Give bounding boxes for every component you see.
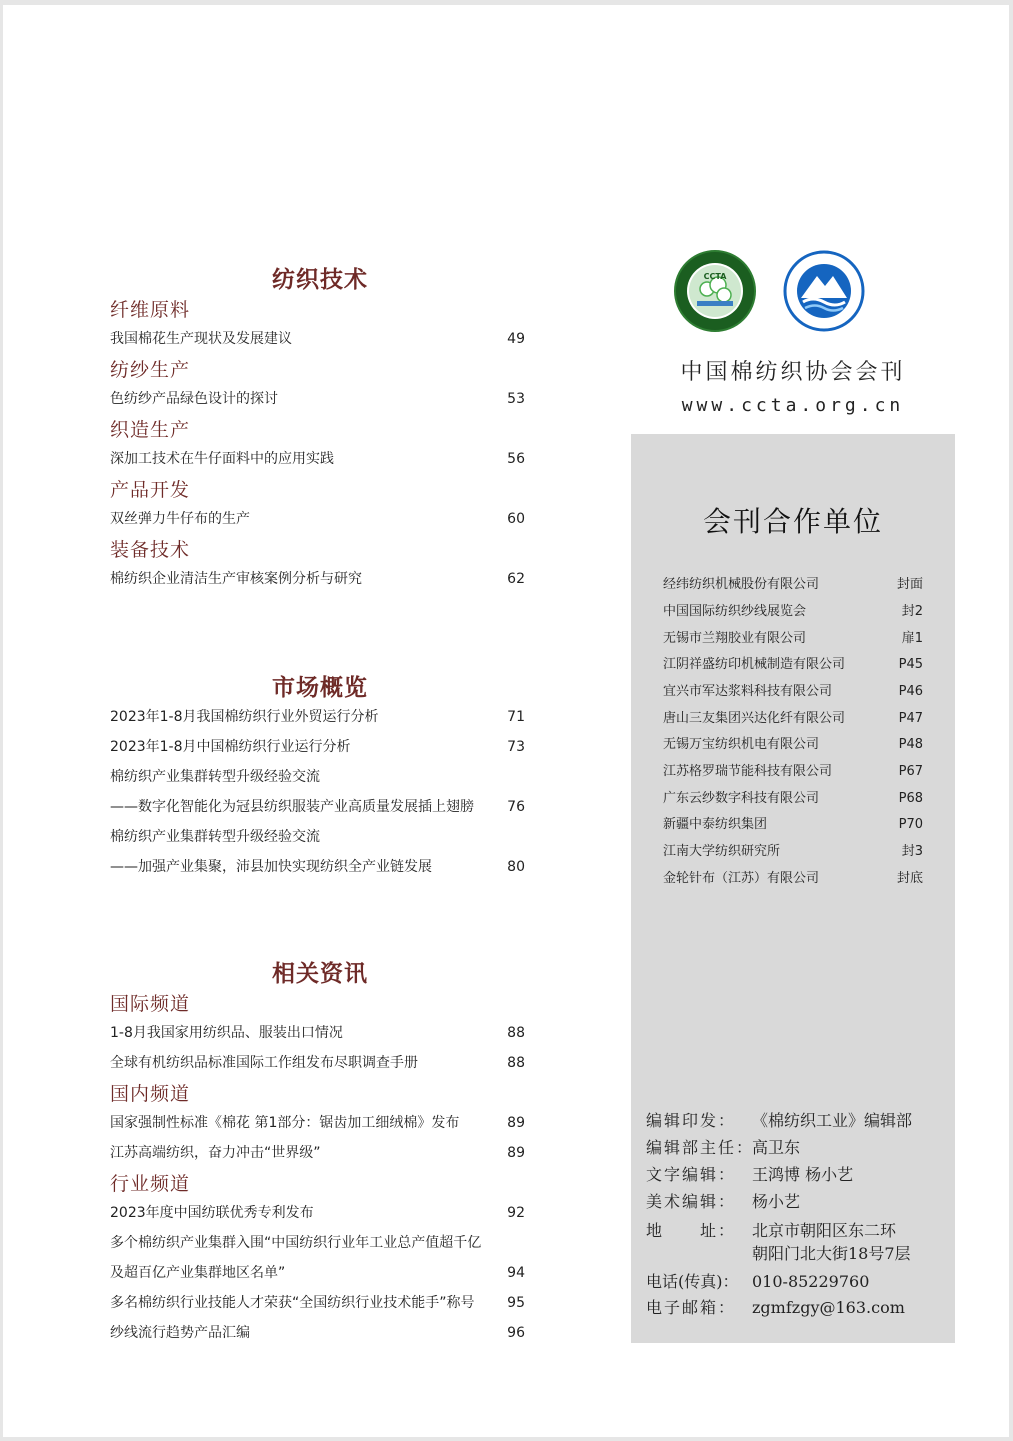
partner-name: 江苏格罗瑞节能科技有限公司: [663, 764, 833, 779]
toc-row[interactable]: [110, 1142, 525, 1164]
toc-row[interactable]: [110, 1292, 525, 1314]
partner-row[interactable]: [663, 709, 923, 729]
subheading-product-dev: 产品开发: [110, 479, 191, 501]
partner-row[interactable]: [663, 735, 923, 755]
toc-item-title: 双丝弹力牛仔布的生产: [110, 511, 250, 527]
partner-page: P70: [898, 817, 923, 832]
toc-row[interactable]: [110, 796, 525, 818]
toc-row[interactable]: [110, 508, 525, 530]
partner-page: 封2: [901, 604, 923, 619]
toc-row[interactable]: [110, 568, 525, 590]
toc-item-page: 95: [507, 1295, 525, 1311]
partner-panel: [631, 434, 955, 1343]
imprint-value: 北京市朝阳区东二环: [752, 1221, 897, 1240]
partner-name: 中国国际纺织纱线展览会: [663, 604, 807, 619]
toc-item-page: 73: [507, 739, 525, 755]
toc-item-page: 56: [507, 451, 525, 467]
imprint-label: 美术编辑：: [646, 1192, 737, 1211]
toc-item-page: 94: [507, 1265, 525, 1281]
imprint-value: 《棉纺织工业》编辑部: [752, 1111, 913, 1130]
toc-item-page: 80: [507, 859, 525, 875]
toc-item-title: 多个棉纺织产业集群入围“中国纺织行业年工业总产值超千亿: [110, 1235, 482, 1251]
toc-item-page: 88: [507, 1025, 525, 1041]
toc-item-title: 2023年1-8月中国棉纺织行业运行分析: [110, 739, 351, 755]
toc-item-title: ——数字化智能化为冠县纺织服装产业高质量发展插上翅膀: [110, 799, 474, 815]
section-title-textile-tech: 纺织技术: [272, 267, 368, 293]
partner-row[interactable]: [663, 629, 923, 649]
toc-item-title: 棉纺织产业集群转型升级经验交流: [110, 769, 320, 785]
toc-item-title: 1-8月我国家用纺织品、服装出口情况: [110, 1025, 343, 1041]
imprint-value: 杨小艺: [752, 1192, 801, 1211]
toc-item-title: 色纺纱产品绿色设计的探讨: [110, 391, 278, 407]
toc-item-page: 96: [507, 1325, 525, 1341]
subheading-industry: 行业频道: [110, 1173, 191, 1195]
section-title-market: 市场概览: [272, 675, 368, 701]
partner-name: 唐山三友集团兴达化纤有限公司: [663, 711, 846, 726]
toc-row[interactable]: [110, 1262, 525, 1284]
toc-item-page: 88: [507, 1055, 525, 1071]
subheading-spinning: 纺纱生产: [110, 359, 191, 381]
partner-row[interactable]: [663, 575, 923, 595]
toc-row[interactable]: [110, 1022, 525, 1044]
partner-name: 金轮针布（江苏）有限公司: [663, 871, 820, 886]
imprint-value: 高卫东: [752, 1138, 801, 1157]
toc-item-page: 89: [507, 1115, 525, 1131]
partner-row[interactable]: [663, 682, 923, 702]
partner-row[interactable]: [663, 655, 923, 675]
toc-item-page: 92: [507, 1205, 525, 1221]
subheading-international: 国际频道: [110, 993, 191, 1015]
toc-item-title: 2023年1-8月我国棉纺织行业外贸运行分析: [110, 709, 379, 725]
partner-page: 封底: [896, 871, 923, 886]
toc-row[interactable]: [110, 1112, 525, 1134]
toc-item-page: 62: [507, 571, 525, 587]
jiangnan-university-logo: [783, 250, 865, 332]
imprint-label: 文字编辑：: [646, 1165, 737, 1184]
toc-item-page: 89: [507, 1145, 525, 1161]
partner-row[interactable]: [663, 602, 923, 622]
toc-row[interactable]: [110, 448, 525, 470]
toc-row[interactable]: [110, 856, 525, 878]
toc-item-title: ——加强产业集聚，沛县加快实现纺织全产业链发展: [110, 859, 432, 875]
toc-row[interactable]: [110, 1232, 525, 1254]
partner-page: P67: [898, 764, 923, 779]
partner-page: P47: [898, 711, 923, 726]
imprint-value: 010-85229760: [752, 1272, 870, 1291]
toc-row[interactable]: [110, 1202, 525, 1224]
toc-item-title: 2023年度中国纺联优秀专利发布: [110, 1205, 314, 1221]
toc-item-title: 多名棉纺织行业技能人才荣获“全国纺织行业技术能手”称号: [110, 1295, 475, 1311]
publication-url[interactable]: www.ccta.org.cn: [681, 395, 905, 416]
toc-row[interactable]: [110, 766, 525, 788]
toc-row[interactable]: [110, 1052, 525, 1074]
imprint-label: 电话(传真)：: [646, 1272, 739, 1291]
subheading-weaving: 织造生产: [110, 419, 191, 441]
partner-name: 无锡万宝纺织机电有限公司: [663, 737, 820, 752]
ccta-logo: [673, 249, 757, 333]
partner-name: 江阴祥盛纺印机械制造有限公司: [663, 657, 846, 672]
partner-page: P68: [898, 791, 923, 806]
imprint-label: 编辑部主任：: [646, 1138, 755, 1157]
partner-name: 江南大学纺织研究所: [663, 844, 781, 859]
toc-item-title: 江苏高端纺织，奋力冲击“世界级”: [110, 1145, 321, 1161]
partner-row[interactable]: [663, 762, 923, 782]
subheading-domestic: 国内频道: [110, 1083, 191, 1105]
logo-text: CCTA: [703, 272, 727, 281]
partner-page: P48: [898, 737, 923, 752]
imprint-label: 电子邮箱：: [646, 1298, 737, 1317]
toc-row[interactable]: [110, 706, 525, 728]
partner-page: 扉1: [901, 631, 923, 646]
partner-row[interactable]: [663, 869, 923, 889]
partner-row[interactable]: [663, 815, 923, 835]
toc-item-page: 53: [507, 391, 525, 407]
imprint-value: 朝阳门北大街18号7层: [752, 1244, 911, 1263]
publication-name: 中国棉纺织协会会刊: [680, 360, 906, 385]
imprint-label: 地 址：: [646, 1221, 737, 1240]
toc-item-title: 棉纺织企业清洁生产审核案例分析与研究: [110, 571, 362, 587]
subheading-equipment: 装备技术: [110, 539, 191, 561]
partner-page: 封面: [896, 577, 923, 592]
partner-page: 封3: [901, 844, 923, 859]
toc-row[interactable]: [110, 328, 525, 350]
toc-row[interactable]: [110, 1322, 525, 1344]
partner-page: P46: [898, 684, 923, 699]
partner-name: 广东云纱数字科技有限公司: [663, 791, 820, 806]
partner-row[interactable]: [663, 789, 923, 809]
partner-name: 经纬纺织机械股份有限公司: [663, 577, 820, 592]
toc-item-page: 71: [507, 709, 525, 725]
partner-name: 宜兴市军达浆料科技有限公司: [663, 684, 833, 699]
toc-item-title: 纱线流行趋势产品汇编: [110, 1325, 250, 1341]
partner-title: 会刊合作单位: [702, 505, 883, 538]
magazine-page: [3, 5, 1009, 1437]
toc-item-title: 我国棉花生产现状及发展建议: [110, 331, 292, 347]
partner-name: 新疆中泰纺织集团: [663, 817, 768, 832]
section-title-news: 相关资讯: [272, 961, 368, 987]
toc-item-title: 及超百亿产业集群地区名单”: [110, 1265, 286, 1281]
partner-name: 无锡市兰翔胶业有限公司: [663, 631, 807, 646]
toc-item-page: 76: [507, 799, 525, 815]
imprint-label: 编辑印发：: [646, 1111, 737, 1130]
toc-item-title: 深加工技术在牛仔面料中的应用实践: [110, 451, 334, 467]
toc-item-page: 49: [507, 331, 525, 347]
partner-row[interactable]: [663, 842, 923, 862]
subheading-fiber: 纤维原料: [110, 299, 191, 321]
toc-item-title: 全球有机纺织品标准国际工作组发布尽职调查手册: [110, 1055, 418, 1071]
toc-item-title: 国家强制性标准《棉花 第1部分：锯齿加工细绒棉》发布: [110, 1115, 460, 1131]
partner-page: P45: [898, 657, 923, 672]
toc-item-title: 棉纺织产业集群转型升级经验交流: [110, 829, 320, 845]
toc-row[interactable]: [110, 388, 525, 410]
toc-row[interactable]: [110, 736, 525, 758]
imprint-value: 王鸿博 杨小艺: [752, 1165, 854, 1184]
toc-item-page: 60: [507, 511, 525, 527]
imprint-value[interactable]: zgmfzgy@163.com: [752, 1298, 905, 1317]
toc-row[interactable]: [110, 826, 525, 848]
